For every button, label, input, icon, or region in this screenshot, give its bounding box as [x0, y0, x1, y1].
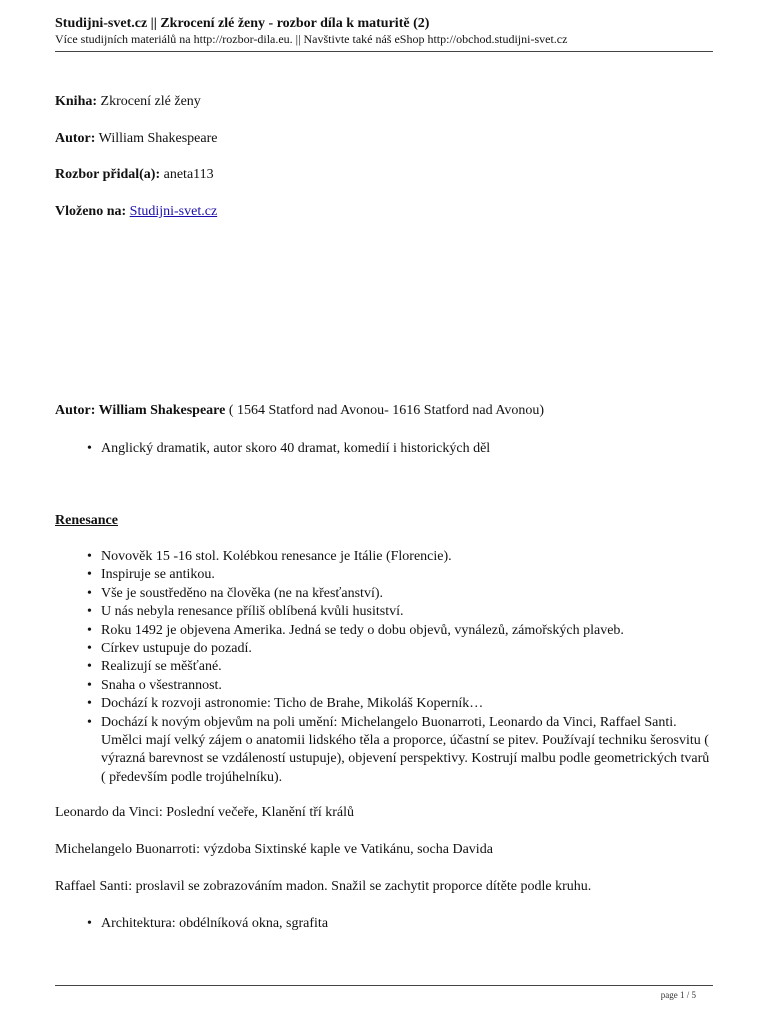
book-field: [55, 93, 201, 111]
document-page: [55, 0, 713, 1024]
section-heading-renesance: Renesance: [55, 513, 118, 528]
list-item: • Architektura: obdélníková okna, sgrafita: [89, 915, 713, 933]
author-heading: [55, 402, 544, 420]
architecture-bullet-list: [89, 915, 713, 933]
list-item: • Snaha o všestrannost.: [89, 677, 713, 695]
list-item: • Vše je soustředěno na člověka (ne na křesťanství).: [89, 585, 713, 603]
added-by-field: [55, 166, 214, 184]
paragraph-michelangelo: Michelangelo Buonarroti: výzdoba Sixtinské kaple ve Vatikánu, socha Davida: [55, 842, 493, 857]
posted-on-label: Vloženo na:: [55, 204, 127, 219]
author-label: Autor:: [55, 131, 96, 146]
list-item: • U nás nebyla renesance příliš oblíbená kvůli husitství.: [89, 603, 713, 621]
footer-divider: [55, 985, 713, 986]
header-title: Studijni-svet.cz || Zkrocení zlé ženy - rozbor díla k maturitě (2): [55, 16, 430, 31]
renesance-bullet-list: [89, 548, 713, 787]
page-header: [55, 15, 713, 47]
book-value: Zkrocení zlé ženy: [97, 94, 201, 109]
list-item: • Anglický dramatik, autor skoro 40 dramat, komedií i historických děl: [89, 440, 713, 458]
added-by-label: Rozbor přidal(a):: [55, 167, 161, 182]
list-item: • Dochází k novým objevům na poli umění: Michelangelo Buonarroti, Leonardo da Vinci, Raffael Santi. Umělci mají velký zájem o anatomii lidského těla a proporce, účastní se pitev. Používají techniku šerosvitu ( výrazná barevnost se vzdáleností ustupuje), objevení perspektivy. Kostrují malbu podle geometrických tvarů ( především podle trojúhelníku).: [89, 714, 713, 788]
author-bullet-list: [89, 440, 713, 458]
list-item: • Roku 1492 je objevena Amerika. Jedná se tedy o dobu objevů, vynálezů, zámořských plaveb.: [89, 622, 713, 640]
author-heading-dates: ( 1564 Statford nad Avonou- 1616 Statford nad Avonou): [225, 403, 545, 418]
added-by-value: aneta113: [160, 167, 214, 182]
author-heading-label: Autor: William Shakespeare: [55, 403, 226, 418]
paragraph-raffael: Raffael Santi: proslavil se zobrazováním madon. Snažil se zachytit proporce dítěte podle kruhu.: [55, 879, 592, 894]
author-field: [55, 130, 217, 148]
list-item: • Inspiruje se antikou.: [89, 566, 713, 584]
list-item: • Novověk 15 -16 stol. Kolébkou renesance je Itálie (Florencie).: [89, 548, 713, 566]
paragraph-leonardo: Leonardo da Vinci: Poslední večeře, Klanění tří králů: [55, 805, 355, 820]
header-divider: [55, 51, 713, 52]
book-label: Kniha:: [55, 94, 98, 109]
posted-on-link[interactable]: Studijni-svet.cz: [129, 204, 218, 219]
list-item: • Dochází k rozvoji astronomie: Ticho de Brahe, Mikoláš Koperník…: [89, 695, 713, 713]
posted-on-field: [55, 203, 217, 221]
page-number: page 1 / 5: [660, 990, 696, 1000]
list-item: • Církev ustupuje do pozadí.: [89, 640, 713, 658]
header-subtitle: Více studijních materiálů na http://rozbor-dila.eu. || Navštivte také náš eShop http://obchod.studijni-svet.cz: [55, 32, 568, 46]
list-item: • Realizují se měšťané.: [89, 658, 713, 676]
author-value: William Shakespeare: [95, 131, 218, 146]
